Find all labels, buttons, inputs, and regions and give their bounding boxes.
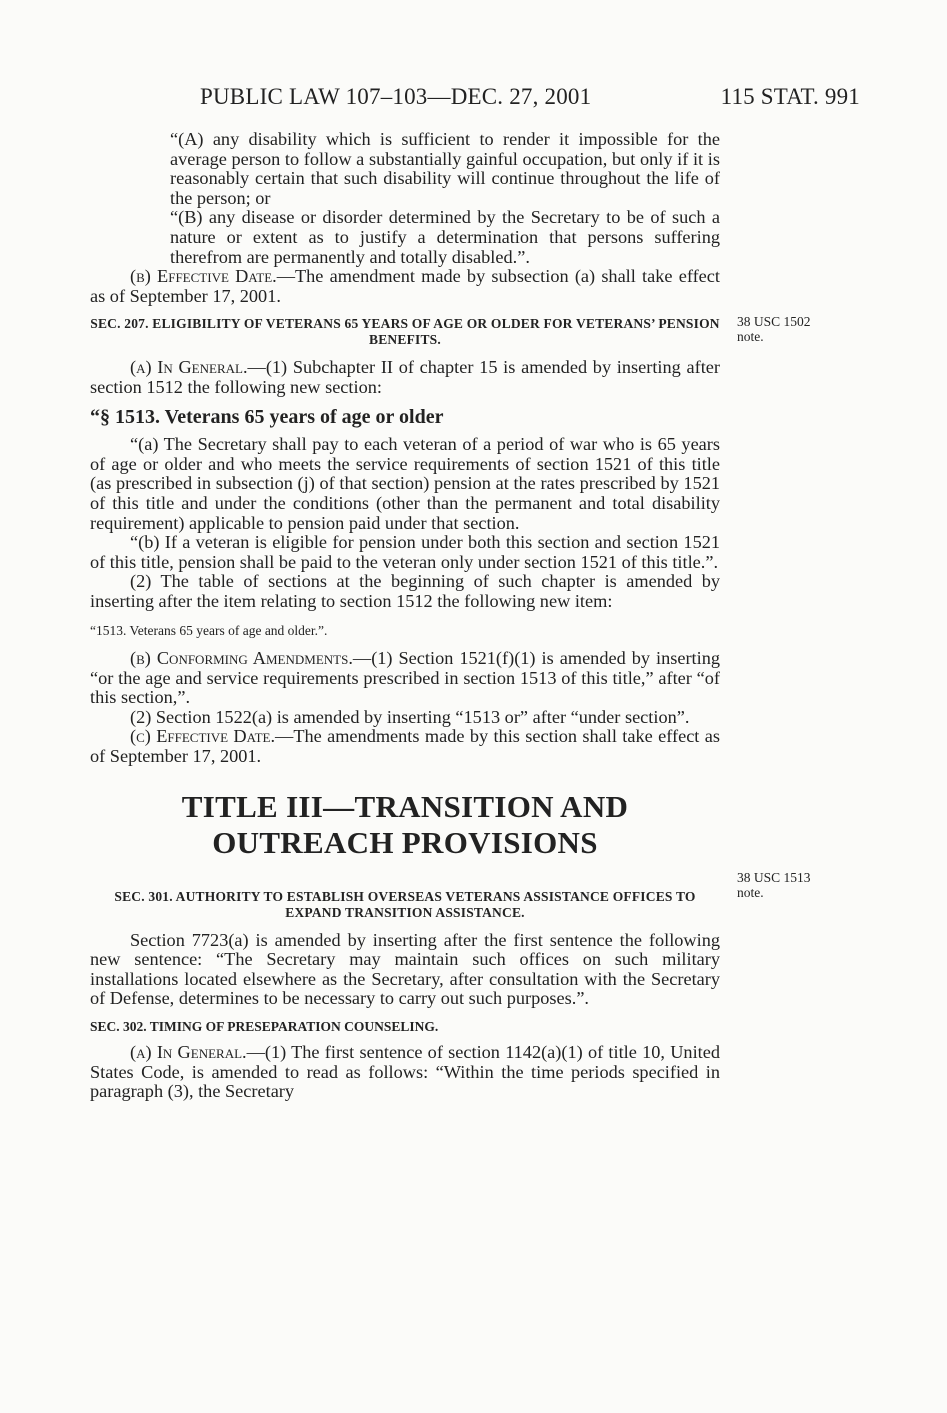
effective-date-c-label: (c) Effective Date. (130, 726, 276, 747)
table-of-sections-item: “1513. Veterans 65 years of age and older.”. (90, 623, 328, 639)
paragraph-sec207-a (90, 358, 720, 397)
margin-note-1513-line1: 38 USC 1513 (737, 870, 811, 885)
sec302-in-general-text: —(1) The first sentence of section 1142(a)(1) of title 10, United States Code, is amended to read as follows: “Within the time periods specified in paragraph (3), the Secretary (90, 1042, 720, 1102)
title-iii-heading: TITLE III—TRANSITION AND OUTREACH PROVISIONS (181, 788, 629, 860)
paragraph-sec207-c (90, 727, 720, 766)
conforming-amendments-label: (b) Conforming Amendments. (130, 648, 353, 669)
paragraph-sec302-a (90, 1043, 720, 1102)
margin-note-1502 (737, 314, 847, 344)
page-number: 115 STAT. 991 (720, 84, 860, 109)
sec-301-heading: SEC. 301. AUTHORITY TO ESTABLISH OVERSEAS VETERANS ASSISTANCE OFFICES TO EXPAND TRANSITION ASSISTANCE. (114, 888, 696, 920)
effective-date-c-text: —The amendments made by this section shall take effect as of September 17, 2001. (90, 726, 720, 767)
body-text (90, 130, 720, 1102)
conforming-amendments-text: —(1) Section 1521(f)(1) is amended by inserting “or the age and service requirements prescribed in section 1513 of this title,” after “of this section,”. (90, 648, 720, 708)
sec-207-heading: SEC. 207. ELIGIBILITY OF VETERANS 65 YEARS OF AGE OR OLDER FOR VETERANS’ PENSION BENEFITS. (90, 316, 720, 348)
paragraph-sec207-a2: (2) The table of sections at the beginning of such chapter is amended by inserting after the item relating to section 1512 the following new item: (90, 571, 720, 611)
sec-302-heading: SEC. 302. TIMING OF PRESEPARATION COUNSELING. (90, 1019, 439, 1034)
running-head-title: PUBLIC LAW 107–103—DEC. 27, 2001 (200, 84, 592, 109)
section-1513-title: “§ 1513. Veterans 65 years of age or older (90, 405, 444, 428)
paragraph-effective-date-b (90, 267, 720, 306)
effective-date-text: —The amendment made by subsection (a) shall take effect as of September 17, 2001. (90, 266, 720, 306)
margin-note-1502-line2: note. (737, 329, 764, 344)
margin-note-1513-line2: note. (737, 885, 764, 900)
margin-note-1502-line1: 38 USC 1502 (737, 314, 811, 329)
effective-date-label: (b) Effective Date. (130, 266, 277, 287)
definition-block (90, 130, 720, 267)
paragraph-1513-b: “(b) If a veteran is eligible for pension under both this section and section 1521 of this title, pension shall be paid to the veteran only under section 1521 of this title.”. (90, 532, 720, 572)
paragraph-1513-a: “(a) The Secretary shall pay to each veteran of a period of war who is 65 years of age or older and who meets the service requirements of section 1521 of this title (as prescribed in subsection (j) of that section) pension at the rates prescribed by 1521 of this title and under the conditions (other than the permanent and total disability requirement) applicable to pension paid under that section. (90, 434, 720, 533)
paragraph-sec207-b (90, 649, 720, 708)
paragraph-b-disease: “(B) any disease or disorder determined by the Secretary to be of such a nature or extent as to justify a determination that persons suffering therefrom are permanently and totally disabled.”. (170, 207, 720, 267)
running-head (200, 84, 860, 114)
sec302-in-general-label: (a) In General. (130, 1042, 247, 1062)
paragraph-sec207-b2: (2) Section 1522(a) is amended by inserting “1513 or” after “under section”. (130, 706, 690, 727)
paragraph-a-disability: “(A) any disability which is sufficient to render it impossible for the average person to follow a substantially gainful occupation, but only if it is reasonably certain that such disability will continue throughout the life of the person; or (170, 129, 720, 208)
margin-note-1513 (737, 870, 847, 900)
in-general-text: —(1) Subchapter II of chapter 15 is amended by inserting after section 1512 the following new section: (90, 357, 720, 397)
in-general-label: (a) In General. (130, 357, 248, 378)
paragraph-sec301: Section 7723(a) is amended by inserting after the first sentence the following new sentence: “The Secretary may maintain such offices on such military installations located elsewhere as the Secretary, after consultation with the Secretary of Defense, determines to be necessary to carry out such purposes.”. (90, 929, 720, 1009)
